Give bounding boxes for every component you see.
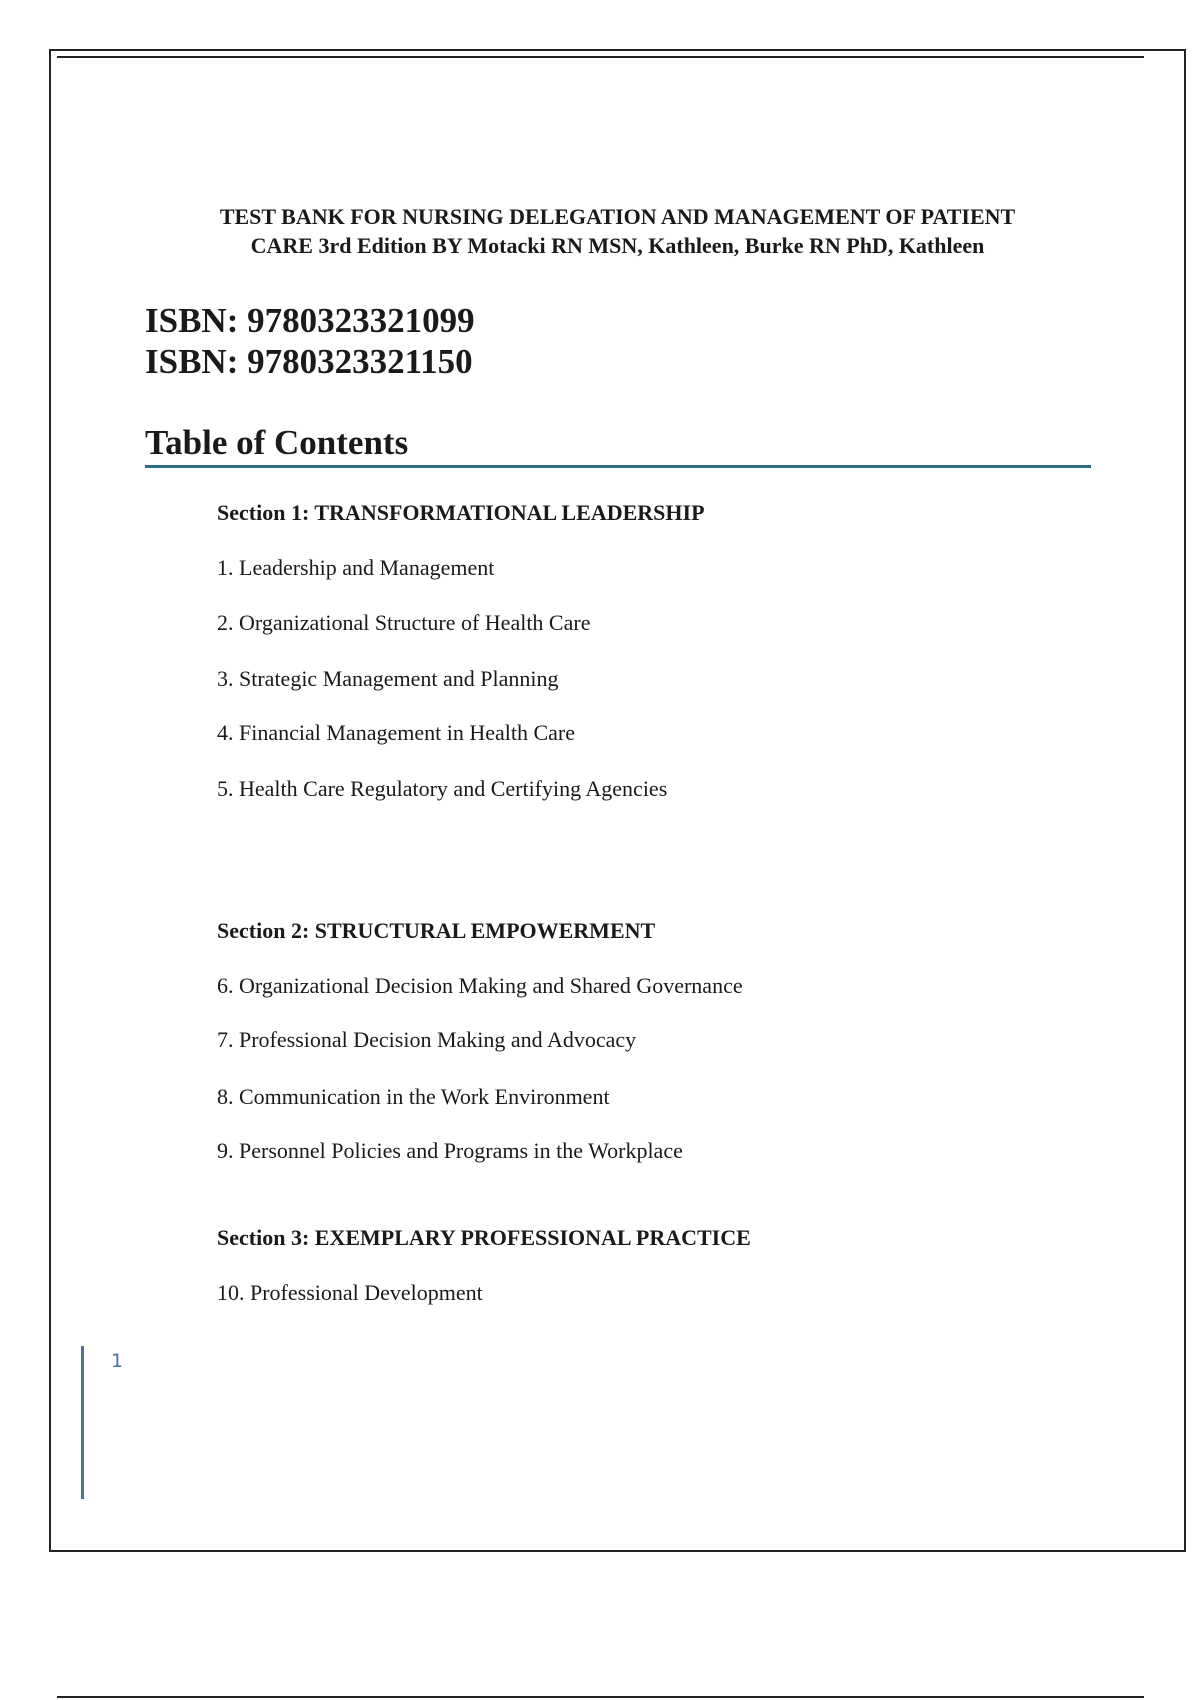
page-number: 1 [111, 1350, 124, 1372]
toc-item-3[interactable]: 3. Strategic Management and Planning [217, 666, 559, 691]
title-line-2: CARE 3rd Edition BY Motacki RN MSN, Kathleen, Burke RN PhD, Kathleen [250, 233, 985, 258]
toc-heading: Table of Contents [145, 423, 1091, 468]
toc-item-2[interactable]: 2. Organizational Structure of Health Care [217, 610, 591, 635]
bottom-rule [57, 1696, 1144, 1698]
isbn-2: ISBN: 9780323321150 [145, 342, 473, 381]
toc-section-2[interactable]: Section 2: STRUCTURAL EMPOWERMENT [217, 918, 656, 943]
toc-item-10[interactable]: 10. Professional Development [217, 1280, 483, 1305]
toc-item-5[interactable]: 5. Health Care Regulatory and Certifying Agencies [217, 776, 668, 801]
page-number-bar [81, 1346, 84, 1499]
toc-item-8[interactable]: 8. Communication in the Work Environment [217, 1084, 610, 1109]
isbn-1: ISBN: 9780323321099 [145, 301, 475, 340]
isbn-block [145, 300, 475, 382]
toc-section-3[interactable]: Section 3: EXEMPLARY PROFESSIONAL PRACTICE [217, 1225, 751, 1250]
toc-section-1[interactable]: Section 1: TRANSFORMATIONAL LEADERSHIP [217, 500, 705, 525]
top-rule [57, 56, 1144, 58]
title-line-1: TEST BANK FOR NURSING DELEGATION AND MANAGEMENT OF PATIENT [219, 204, 1016, 229]
toc-item-6[interactable]: 6. Organizational Decision Making and Shared Governance [217, 973, 743, 998]
toc-item-1[interactable]: 1. Leadership and Management [217, 555, 495, 580]
toc-item-7[interactable]: 7. Professional Decision Making and Advocacy [217, 1027, 637, 1052]
document-title [140, 202, 1095, 260]
toc-item-4[interactable]: 4. Financial Management in Health Care [217, 720, 575, 745]
toc-item-9[interactable]: 9. Personnel Policies and Programs in the Workplace [217, 1138, 683, 1163]
